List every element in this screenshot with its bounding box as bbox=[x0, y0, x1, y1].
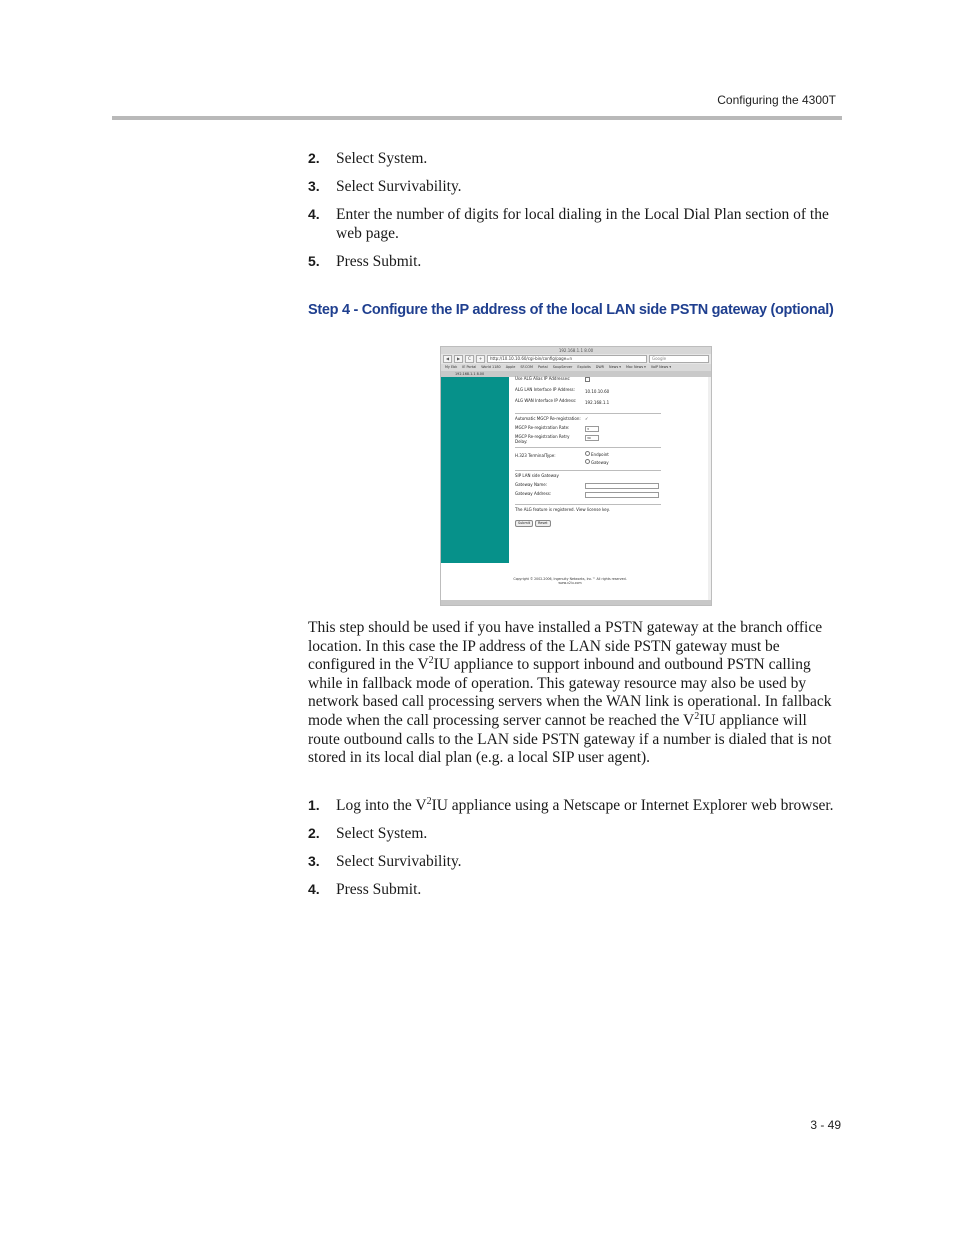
list-item bbox=[308, 880, 842, 899]
reset-button: Reset bbox=[535, 520, 550, 527]
auto-mgcp-label: Automatic MGCP Re-registration: bbox=[515, 416, 581, 421]
bookmark-item: SF.COM bbox=[520, 365, 533, 369]
list-item bbox=[308, 149, 842, 168]
step-number: 4. bbox=[308, 881, 320, 897]
step-number: 4. bbox=[308, 206, 320, 222]
step-text: Log into the V bbox=[336, 797, 427, 814]
divider bbox=[515, 504, 661, 505]
list-item bbox=[308, 852, 842, 871]
step-text: Select Survivability. bbox=[336, 853, 462, 870]
bookmark-item: DWR bbox=[595, 365, 605, 369]
submit-button: Submit bbox=[515, 520, 533, 527]
step-text: Select System. bbox=[336, 825, 428, 842]
bookmark-item: News ▾ bbox=[609, 365, 621, 369]
paragraph-text: This step should be used if you have installed a PSTN gateway at the branch office location. In this case the IP address of the LAN side PSTN gateway must be configured in the V bbox=[308, 619, 823, 674]
use-alg-alias-label: Use ALG Alias IP Addresses: bbox=[515, 376, 571, 381]
copyright-text: Copyright © 2002-2006, Ingenuity Networks, Inc.™ All rights reserved. www.v2iu.com bbox=[513, 577, 627, 585]
mgcp-rate-label: MGCP Re-registration Rate: bbox=[515, 425, 570, 430]
step-text: Press Submit. bbox=[336, 253, 422, 270]
h323-endpoint-label: Endpoint bbox=[591, 452, 609, 457]
step-number: 2. bbox=[308, 150, 320, 166]
step-text: IU appliance using a Netscape or Internet Explorer web browser. bbox=[431, 797, 834, 814]
step-number: 5. bbox=[308, 253, 320, 269]
alg-wan-label: ALG WAN Interface IP Address: bbox=[515, 398, 577, 403]
sip-section-label: SIP LAN side Gateway bbox=[515, 473, 559, 478]
forward-icon: ▶ bbox=[454, 355, 463, 363]
gateway-name-label: Gateway Name: bbox=[515, 482, 548, 487]
url-bar: http://10.10.10.60/cgi-bin/config/page=n bbox=[487, 355, 647, 363]
browser-toolbar bbox=[441, 354, 711, 364]
list-item bbox=[308, 824, 842, 843]
reload-icon: C bbox=[465, 355, 474, 363]
section-heading: Step 4 - Configure the IP address of the local LAN side PSTN gateway (optional) bbox=[308, 302, 834, 318]
step-number: 1. bbox=[308, 797, 320, 813]
bookmarks-bar bbox=[441, 364, 711, 371]
radio-gateway bbox=[585, 459, 590, 464]
h323-gateway-label: Gateway bbox=[591, 460, 609, 465]
teal-sidebar bbox=[441, 377, 509, 563]
browser-tab: 192.168.1.1 8.00 bbox=[441, 371, 711, 377]
page-number: 3 - 49 bbox=[810, 1118, 841, 1132]
mgcp-retry-field: 30 bbox=[585, 435, 599, 441]
gateway-name-field bbox=[585, 483, 659, 489]
bookmark-item: Exploits bbox=[577, 365, 591, 369]
gateway-address-label: Gateway Address: bbox=[515, 491, 552, 496]
browser-screenshot bbox=[440, 346, 712, 606]
bookmark-item: Apple bbox=[505, 365, 516, 369]
superscript: 2 bbox=[428, 655, 434, 667]
radio-endpoint bbox=[585, 451, 590, 456]
use-alg-alias-checkbox bbox=[585, 377, 590, 382]
step-number: 2. bbox=[308, 825, 320, 841]
bookmark-item: Portal bbox=[537, 365, 548, 369]
window-title: 192.168.1.1 8.00 bbox=[441, 347, 711, 354]
add-bookmark-icon: + bbox=[476, 355, 485, 363]
paragraph-text: IU appliance to support inbound and outbound PSTN calling while in fallback mode of operation. This gateway resource may also be used by network based call processing servers when the WAN link is operational. In fallback mode when the call processing server cannot be reached the V bbox=[308, 656, 832, 729]
bookmark-item: IE Portal bbox=[462, 365, 477, 369]
divider bbox=[515, 470, 661, 471]
auto-mgcp-checkbox: ✓ bbox=[585, 416, 589, 421]
step-text: Select System. bbox=[336, 150, 428, 167]
body-paragraph bbox=[308, 619, 842, 768]
paragraph-text: IU appliance will route outbound calls to the LAN side PSTN gateway if a number is dialed that is not stored in its local dial plan (e.g. a local SIP user agent). bbox=[308, 711, 832, 767]
header-rule bbox=[112, 116, 842, 120]
list-item bbox=[308, 205, 842, 243]
list-item bbox=[308, 252, 842, 271]
superscript: 2 bbox=[694, 710, 700, 722]
bookmark-item: My Ebk bbox=[445, 365, 458, 369]
bookmark-item: VoIP News ▾ bbox=[650, 365, 672, 369]
steps-list-bottom bbox=[308, 796, 842, 908]
mgcp-rate-field: 3 bbox=[585, 426, 599, 432]
list-item bbox=[308, 177, 842, 196]
search-field: Google bbox=[649, 355, 709, 363]
step-number: 3. bbox=[308, 178, 320, 194]
step-text: Press Submit. bbox=[336, 881, 422, 898]
list-item bbox=[308, 796, 842, 815]
bookmark-item: World 1180 bbox=[481, 365, 501, 369]
step-text: Select Survivability. bbox=[336, 178, 462, 195]
alg-lan-value: 10.10.10.60 bbox=[585, 389, 610, 394]
alg-registered-text: The ALG feature is registered. View license key. bbox=[515, 507, 610, 512]
step-text: Enter the number of digits for local dialing in the Local Dial Plan section of the web page. bbox=[336, 206, 829, 242]
running-header: Configuring the 4300T bbox=[717, 93, 836, 107]
alg-lan-label: ALG LAN Interface IP Address: bbox=[515, 387, 575, 392]
divider bbox=[515, 413, 661, 414]
alg-wan-value: 192.168.1.1 bbox=[585, 400, 610, 405]
h323-label: H.323 TerminalType: bbox=[515, 453, 556, 458]
scrollbar bbox=[708, 377, 711, 600]
steps-list-top bbox=[308, 149, 842, 280]
status-bar bbox=[441, 600, 711, 605]
mgcp-retry-label: MGCP Re-registration Retry Delay: bbox=[515, 434, 570, 444]
bookmark-item: Mac News ▾ bbox=[626, 365, 646, 369]
config-form bbox=[515, 377, 665, 529]
back-icon: ◀ bbox=[443, 355, 452, 363]
superscript: 2 bbox=[426, 795, 432, 807]
step-number: 3. bbox=[308, 853, 320, 869]
bookmark-item: SoupServer bbox=[552, 365, 573, 369]
gateway-address-field bbox=[585, 492, 659, 498]
divider bbox=[515, 447, 661, 448]
